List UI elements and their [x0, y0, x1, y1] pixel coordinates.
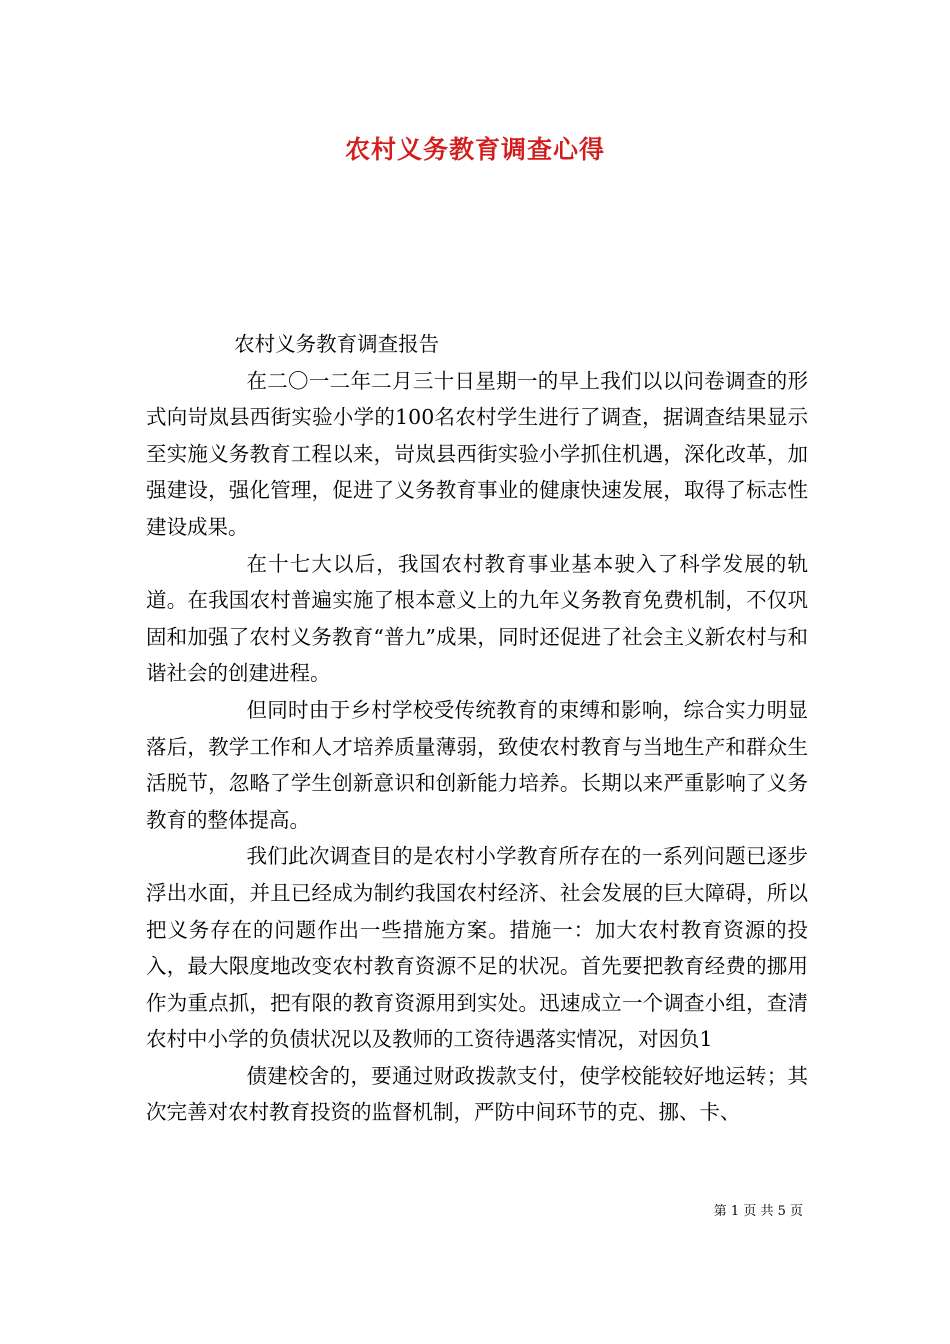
paragraph: 我们此次调查目的是农村小学教育所存在的一系列问题已逐步浮出水面，并且已经成为制约我国农村经济、社会发展的巨大障碍，所以把义务存在的问题作出一些措施方案。措施一：加大农村教育资源的投入，最大限度地改变农村教育资源不足的状况。首先要把教育经费的挪用作为重点抓，把有限的教育资源用到实处。迅速成立一个调查小组，查清农村中小学的负债状况以及教师的工资待遇落实情况，对因负1	[146, 844, 808, 1052]
paragraph: 在二〇一二年二月三十日星期一的早上我们以以问卷调查的形式向岢岚县西街实验小学的100名农村学生进行了调查，据调查结果显示至实施义务教育工程以来，岢岚县西街实验小学抓住机遇，深化改革，加强建设，强化管理，促进了义务教育事业的健康快速发展，取得了标志性建设成果。	[146, 368, 808, 539]
document-title: 农村义务教育调查心得	[344, 135, 605, 164]
report-subtitle: 农村义务教育调查报告	[234, 332, 440, 356]
document-body	[146, 326, 808, 1131]
page-number: 第 1 页 共 5 页	[713, 1204, 803, 1219]
paragraph: 但同时由于乡村学校受传统教育的束缚和影响，综合实力明显落后，教学工作和人才培养质量薄弱，致使农村教育与当地生产和群众生活脱节，忽略了学生创新意识和创新能力培养。长期以来严重影响了义务教育的整体提高。	[146, 697, 808, 832]
paragraph: 债建校舍的，要通过财政拨款支付，使学校能较好地运转；其次完善对农村教育投资的监督机制，严防中间环节的克、挪、卡、	[146, 1063, 808, 1125]
paragraph: 在十七大以后，我国农村教育事业基本驶入了科学发展的轨道。在我国农村普遍实施了根本意义上的九年义务教育免费机制，不仅巩固和加强了农村义务教育“普九”成果，同时还促进了社会主义新农村与和谐社会的创建进程。	[146, 551, 808, 686]
